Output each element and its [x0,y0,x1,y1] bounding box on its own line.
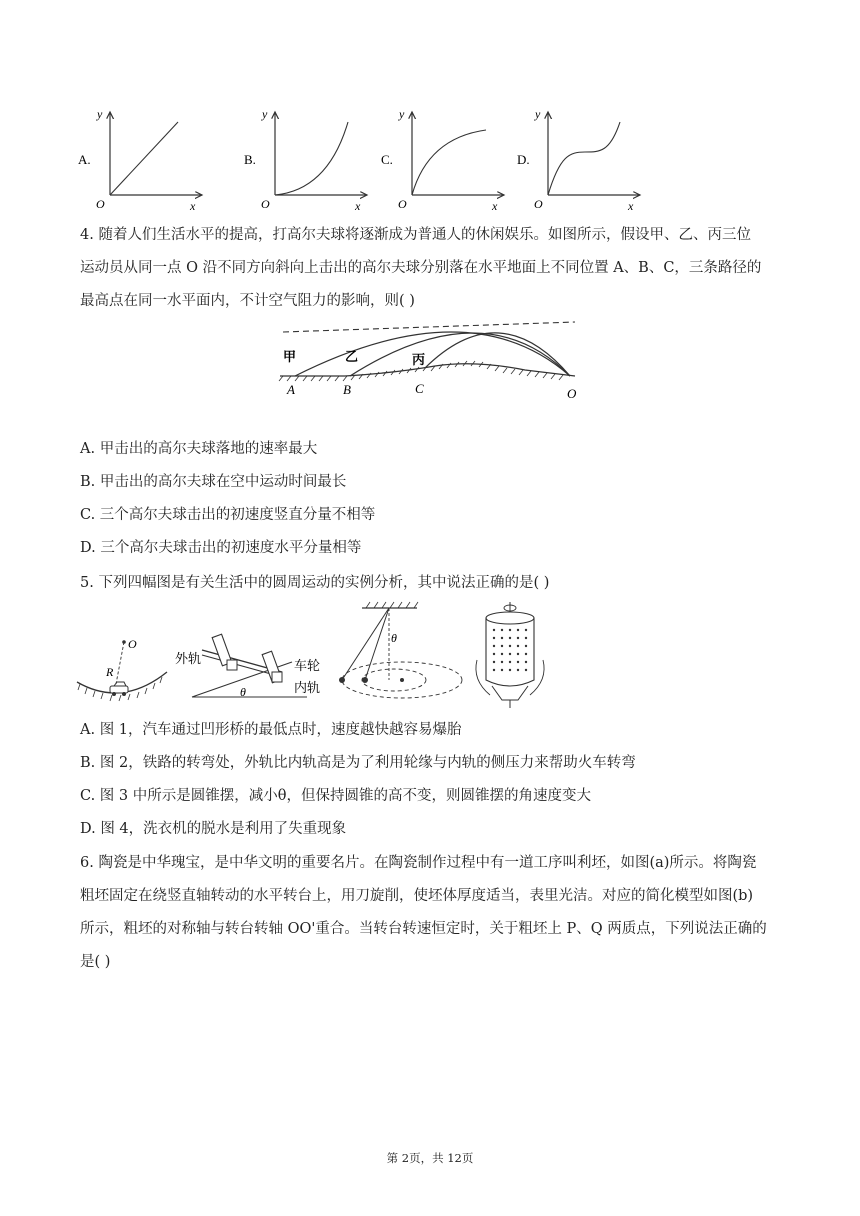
q5-option-c: C. 图 3 中所示是圆锥摆，减小θ，但保持圆锥的高不变，则圆锥摆的角速度变大 [80,788,591,804]
axis-x-label: x [190,199,196,213]
q4-option-a: A. 甲击出的高尔夫球落地的速率最大 [80,441,318,457]
page-footer: 第 2页，共 12页 [386,1151,474,1165]
axis-y-label: y [97,107,103,121]
graph-c-curve [412,130,486,195]
q5-option-b: B. 图 2，铁路的转弯处，外轨比内轨高是为了利用轮缘与内轨的侧压力来帮助火车转弯 [80,755,636,771]
origin-label: O [96,197,105,211]
q6-line1: 6. 陶瓷是中华瑰宝，是中华文明的重要名片。在陶瓷制作过程中有一道工序叫利坯，如图(a)所示。将陶瓷 [80,855,757,871]
q3-graph-row [70,100,670,215]
svg-text:θ: θ [240,685,246,699]
q6-line3: 所示，粗坯的对称轴与转台转轴 OO'重合。当转台转速恒定时，关于粗坯上 P、Q 两质点，下列说法正确的 [80,921,767,937]
label-a: A [287,382,295,397]
circular-motion-figures [72,600,562,710]
graph-c [412,112,504,195]
graph-b-curve [275,122,348,195]
q4-option-d: D. 三个高尔夫球击出的初速度水平分量相等 [80,540,362,556]
trajectory-bing [425,333,570,376]
axis-y-label: y [535,107,541,121]
fig4-washing-drum [476,602,544,708]
graph-a-curve [110,122,178,195]
label-o: O [567,386,577,401]
axis-x-label: x [492,199,498,213]
axis-y-label: y [262,107,268,121]
q4-stem-line3: 最高点在同一水平面内，不计空气阻力的影响，则( ) [80,293,415,309]
label-yi: 乙 [345,349,359,364]
svg-text:内轨: 内轨 [294,680,321,695]
q6-line4: 是( ) [80,954,111,970]
axis-x-label: x [355,199,361,213]
origin-label: O [261,197,270,211]
svg-text:外轨: 外轨 [175,651,202,666]
golf-figure-svg [275,318,595,403]
graph-b [275,112,367,195]
q3-graphs-svg [70,100,670,215]
q4-option-c: C. 三个高尔夫球击出的初速度竖直分量不相等 [80,507,376,523]
axis-y-label: y [399,107,405,121]
option-a-label: A. [78,152,91,167]
svg-text:车轮: 车轮 [294,658,321,673]
label-c: C [415,381,424,396]
q6-line2: 粗坯固定在绕竖直轴转动的水平转台上，用刀旋削，使坯体厚度适当，表里光洁。对应的简化模型如图(b) [80,888,754,904]
svg-text:R: R [106,665,114,679]
origin-label: O [534,197,543,211]
label-jia: 甲 [283,349,297,364]
graph-a [110,112,202,195]
axis-x-label: x [628,199,634,213]
option-b-label: B. [244,152,256,167]
max-height-line [283,322,575,332]
option-c-label: C. [381,152,393,167]
q5-stem: 5. 下列四幅图是有关生活中的圆周运动的实例分析，其中说法正确的是( ) [80,575,550,591]
fig3-conical-pendulum [339,602,462,698]
q4-stem-line1: 4. 随着人们生活水平的提高，打高尔夫球将逐渐成为普通人的休闲娱乐。如图所示，假设甲、乙、丙三位 [80,227,751,243]
trajectory-yi [350,333,570,376]
svg-text:O: O [128,637,137,651]
fig2-banked-rail [175,634,320,699]
q5-option-a: A. 图 1，汽车通过凹形桥的最低点时，速度越快越容易爆胎 [80,722,462,738]
label-bing: 丙 [412,352,426,367]
q4-stem-line2: 运动员从同一点 O 沿不同方向斜向上击出的高尔夫球分别落在水平地面上不同位置 A、B、C，三条路径的 [80,260,762,276]
golf-figure [275,318,595,403]
graph-d-curve [548,122,620,195]
origin-label: O [398,197,407,211]
circular-motion-svg [72,600,562,710]
q5-option-d: D. 图 4，洗衣机的脱水是利用了失重现象 [80,821,347,837]
q4-option-b: B. 甲击出的高尔夫球在空中运动时间最长 [80,474,347,490]
svg-text:θ: θ [391,631,397,645]
graph-d [548,112,640,195]
label-b: B [343,382,351,397]
fig1-concave-bridge [77,637,167,701]
option-d-label: D. [517,152,530,167]
